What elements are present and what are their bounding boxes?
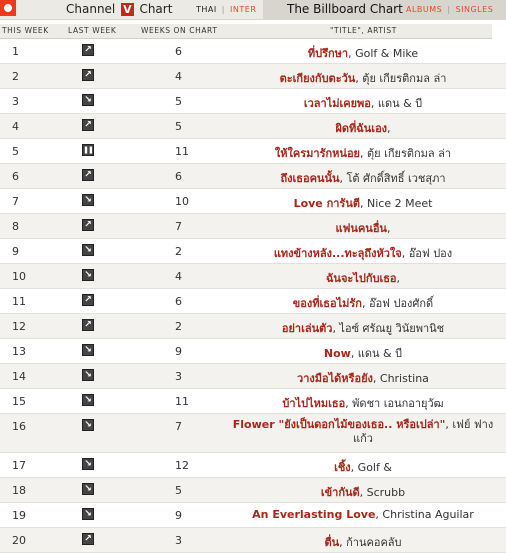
rank-number: 1 [12, 45, 19, 58]
arrow-down-icon: ↘ [82, 244, 94, 256]
song-title-link[interactable]: วางมือได้หรือยัง [297, 372, 373, 385]
arrow-down-icon: ↘ [82, 458, 94, 470]
song-title-link[interactable]: ผิดที่ฉันเอง [335, 122, 388, 135]
rank-number: 10 [12, 270, 26, 283]
rank-number: 13 [12, 345, 26, 358]
song-title-artist [228, 44, 498, 62]
song-title-artist [228, 508, 498, 521]
arrow-up-icon: ↗ [82, 44, 94, 56]
rank-number: 20 [12, 534, 26, 547]
chart-row [0, 503, 506, 528]
rank-number: 17 [12, 459, 26, 472]
weeks-on-chart: 3 [175, 370, 182, 383]
rank-number: 3 [12, 95, 19, 108]
artist-name: , Golf & Mike [348, 47, 419, 60]
channel-v-logo-icon [0, 0, 16, 16]
chart-row [0, 414, 506, 453]
song-title-artist [228, 269, 498, 287]
tab-inter[interactable]: INTER [230, 5, 257, 14]
song-title-link[interactable]: ตื่น [324, 536, 340, 549]
artist-name: , [386, 222, 391, 235]
song-title-link[interactable]: Love การันตี [293, 197, 360, 210]
rank-number: 6 [12, 170, 19, 183]
chart-row [0, 64, 506, 89]
arrow-up-icon: ↗ [82, 119, 94, 131]
weeks-on-chart: 3 [175, 534, 182, 547]
artist-name: , อ๊อฟ ปองศักดิ์ [361, 297, 434, 310]
rank-number: 9 [12, 245, 19, 258]
chart-type-tabs [406, 5, 493, 14]
song-title-link[interactable]: เข้ากันดี [320, 486, 360, 499]
rank-number: 5 [12, 145, 19, 158]
chart-row [0, 339, 506, 364]
arrow-up-icon: ↗ [82, 169, 94, 181]
song-title-link[interactable]: ตะเกียงกับตะวัน [279, 72, 356, 85]
song-title-link[interactable]: แทงข้างหลัง...ทะลุถึงหัวใจ [273, 247, 402, 260]
song-title-link[interactable]: บ้าไปไหมเธอ [282, 397, 346, 410]
song-title-link[interactable]: ให้ใครมารักหน่อย [274, 147, 360, 160]
rank-number: 11 [12, 295, 26, 308]
chart-row [0, 364, 506, 389]
artist-name: , Golf & [350, 461, 392, 474]
song-title-link[interactable]: แฟนคนอื่น [335, 222, 387, 235]
song-title-artist [228, 394, 498, 412]
rank-number: 16 [12, 420, 26, 433]
billboard-chart-header [263, 0, 506, 19]
song-title-artist [228, 533, 498, 551]
channel-v-badge: V [123, 3, 132, 16]
arrow-down-icon: ↘ [82, 344, 94, 356]
chart-row [0, 528, 506, 553]
weeks-on-chart-header: WEEKS ON CHART [141, 26, 218, 35]
chart-row [0, 164, 506, 189]
this-week-header: THIS WEEK [2, 26, 49, 35]
arrow-up-icon: ↗ [82, 533, 94, 545]
title-artist-header: "TITLE", ARTIST [330, 26, 397, 35]
song-title-link[interactable]: ของที่เธอไม่รัก [292, 297, 362, 310]
arrow-down-icon: ↘ [82, 483, 94, 495]
song-title-link[interactable]: Flower "ยังเป็นดอกไม้ของเธอ.. หรือเปล่า" [232, 418, 446, 431]
arrow-down-icon: ↘ [82, 94, 94, 106]
chart-row [0, 114, 506, 139]
song-title-artist [228, 219, 498, 237]
chart-row [0, 239, 506, 264]
channel-v-chart-title [66, 2, 172, 16]
arrow-down-icon: ↘ [82, 394, 94, 406]
weeks-on-chart: 4 [175, 70, 182, 83]
artist-name: , โต้ ศักดิ์สิทธิ์ เวชสุภา [339, 172, 446, 185]
song-title-link[interactable]: Now [323, 347, 351, 360]
rank-number: 8 [12, 220, 19, 233]
weeks-on-chart: 9 [175, 345, 182, 358]
tab-albums[interactable]: ALBUMS [406, 5, 443, 14]
artist-name: , อ๊อฟ ปอง [401, 247, 453, 260]
weeks-on-chart: 6 [175, 170, 182, 183]
artist-name: , ตุ้ย เกียรติกมล ล่า [360, 147, 452, 160]
song-title-artist [228, 369, 498, 387]
song-title-artist [228, 94, 498, 112]
weeks-on-chart: 4 [175, 270, 182, 283]
weeks-on-chart: 10 [175, 195, 189, 208]
song-title-artist [228, 169, 498, 187]
chart-row [0, 478, 506, 503]
arrow-up-icon: ↗ [82, 294, 94, 306]
arrow-up-icon: ↗ [82, 219, 94, 231]
artist-name: , Christina [372, 372, 429, 385]
song-title-artist [228, 119, 498, 137]
rank-number: 14 [12, 370, 26, 383]
rank-number: 7 [12, 195, 19, 208]
tab-singles[interactable]: SINGLES [455, 5, 494, 14]
rank-number: 19 [12, 509, 26, 522]
chart-row [0, 89, 506, 114]
weeks-on-chart: 11 [175, 145, 189, 158]
song-title-artist [228, 294, 498, 312]
weeks-on-chart: 12 [175, 459, 189, 472]
song-title-artist [228, 418, 498, 446]
weeks-on-chart: 11 [175, 395, 189, 408]
song-title-artist [228, 483, 498, 501]
region-tabs [196, 5, 256, 14]
chart-row [0, 189, 506, 214]
chart-row [0, 39, 506, 64]
song-title-link[interactable]: ถึงเธอคนนั้น [280, 172, 340, 185]
weeks-on-chart: 6 [175, 295, 182, 308]
pause-icon: ❚❚ [83, 146, 93, 154]
channel-label: Channel [66, 2, 116, 16]
chart-row [0, 264, 506, 289]
weeks-on-chart: 9 [175, 509, 182, 522]
weeks-on-chart: 7 [175, 220, 182, 233]
artist-name: , Scrubb [359, 486, 406, 499]
artist-name: , แดน & บี [350, 347, 403, 360]
artist-name: , ไอซ์ ศรัณยู วินัยพานิช [332, 322, 445, 335]
chart-row [0, 139, 506, 164]
rank-number: 12 [12, 320, 26, 333]
rank-number: 18 [12, 484, 26, 497]
chart-row [0, 453, 506, 478]
rank-number: 2 [12, 70, 19, 83]
artist-name: , [387, 122, 391, 135]
song-title-link[interactable]: ฉันจะไปกับเธอ [325, 272, 397, 285]
artist-name: , พัดชา เอนกอายุวัฒ [345, 397, 444, 410]
arrow-down-icon: ↘ [82, 508, 94, 520]
weeks-on-chart: 2 [175, 320, 182, 333]
chart-column-header [0, 24, 492, 39]
chart-list [0, 39, 506, 553]
tab-divider: | [221, 5, 225, 14]
artist-name: , [396, 272, 401, 285]
weeks-on-chart: 5 [175, 484, 182, 497]
song-title-artist [228, 194, 498, 212]
rank-number: 4 [12, 120, 19, 133]
weeks-on-chart: 7 [175, 420, 182, 433]
arrow-up-icon: ↗ [82, 319, 94, 331]
weeks-on-chart: 2 [175, 245, 182, 258]
chart-row [0, 214, 506, 239]
chart-row [0, 314, 506, 339]
artist-name: , Christina Aguilar [375, 508, 474, 521]
weeks-on-chart: 6 [175, 45, 182, 58]
song-title-link[interactable]: เวลาไม่เคยพอ [303, 97, 371, 110]
chart-row [0, 389, 506, 414]
artist-name: , เฟย์ ฟาง แก้ว [353, 418, 494, 445]
song-title-link[interactable]: ที่ปรึกษา [307, 47, 349, 60]
song-title-link[interactable]: อย่าเล่นตัว [281, 322, 333, 335]
artist-name: , Nice 2 Meet [360, 197, 433, 210]
billboard-title: The Billboard Chart [287, 2, 403, 16]
song-title-link[interactable]: An Everlasting Love [252, 508, 376, 521]
weeks-on-chart: 5 [175, 120, 182, 133]
song-title-artist [228, 319, 498, 337]
tab-divider-2: | [447, 5, 451, 14]
rank-number: 15 [12, 395, 26, 408]
arrow-down-icon: ↘ [82, 269, 94, 281]
artist-name: , ก้านคอคลับ [339, 536, 402, 549]
arrow-down-icon: ↘ [82, 419, 94, 431]
song-title-artist [228, 344, 498, 362]
arrow-down-icon: ↘ [82, 369, 94, 381]
weeks-on-chart: 5 [175, 95, 182, 108]
song-title-artist [228, 69, 498, 87]
arrow-down-icon: ↘ [82, 194, 94, 206]
song-title-artist [228, 244, 498, 262]
artist-name: , ตุ้ย เกียรติกมล ล่า [355, 72, 447, 85]
last-week-header: LAST WEEK [68, 26, 117, 35]
top-navigation-bar [0, 0, 506, 20]
tab-thai[interactable]: THAI [196, 5, 217, 14]
chart-label: Chart [139, 2, 173, 16]
song-title-link[interactable]: เชิ้ง [334, 461, 351, 474]
arrow-up-icon: ↗ [82, 69, 94, 81]
song-title-artist [228, 144, 498, 162]
song-title-artist [228, 458, 498, 476]
artist-name: , แดน & บี [370, 97, 423, 110]
chart-row [0, 289, 506, 314]
